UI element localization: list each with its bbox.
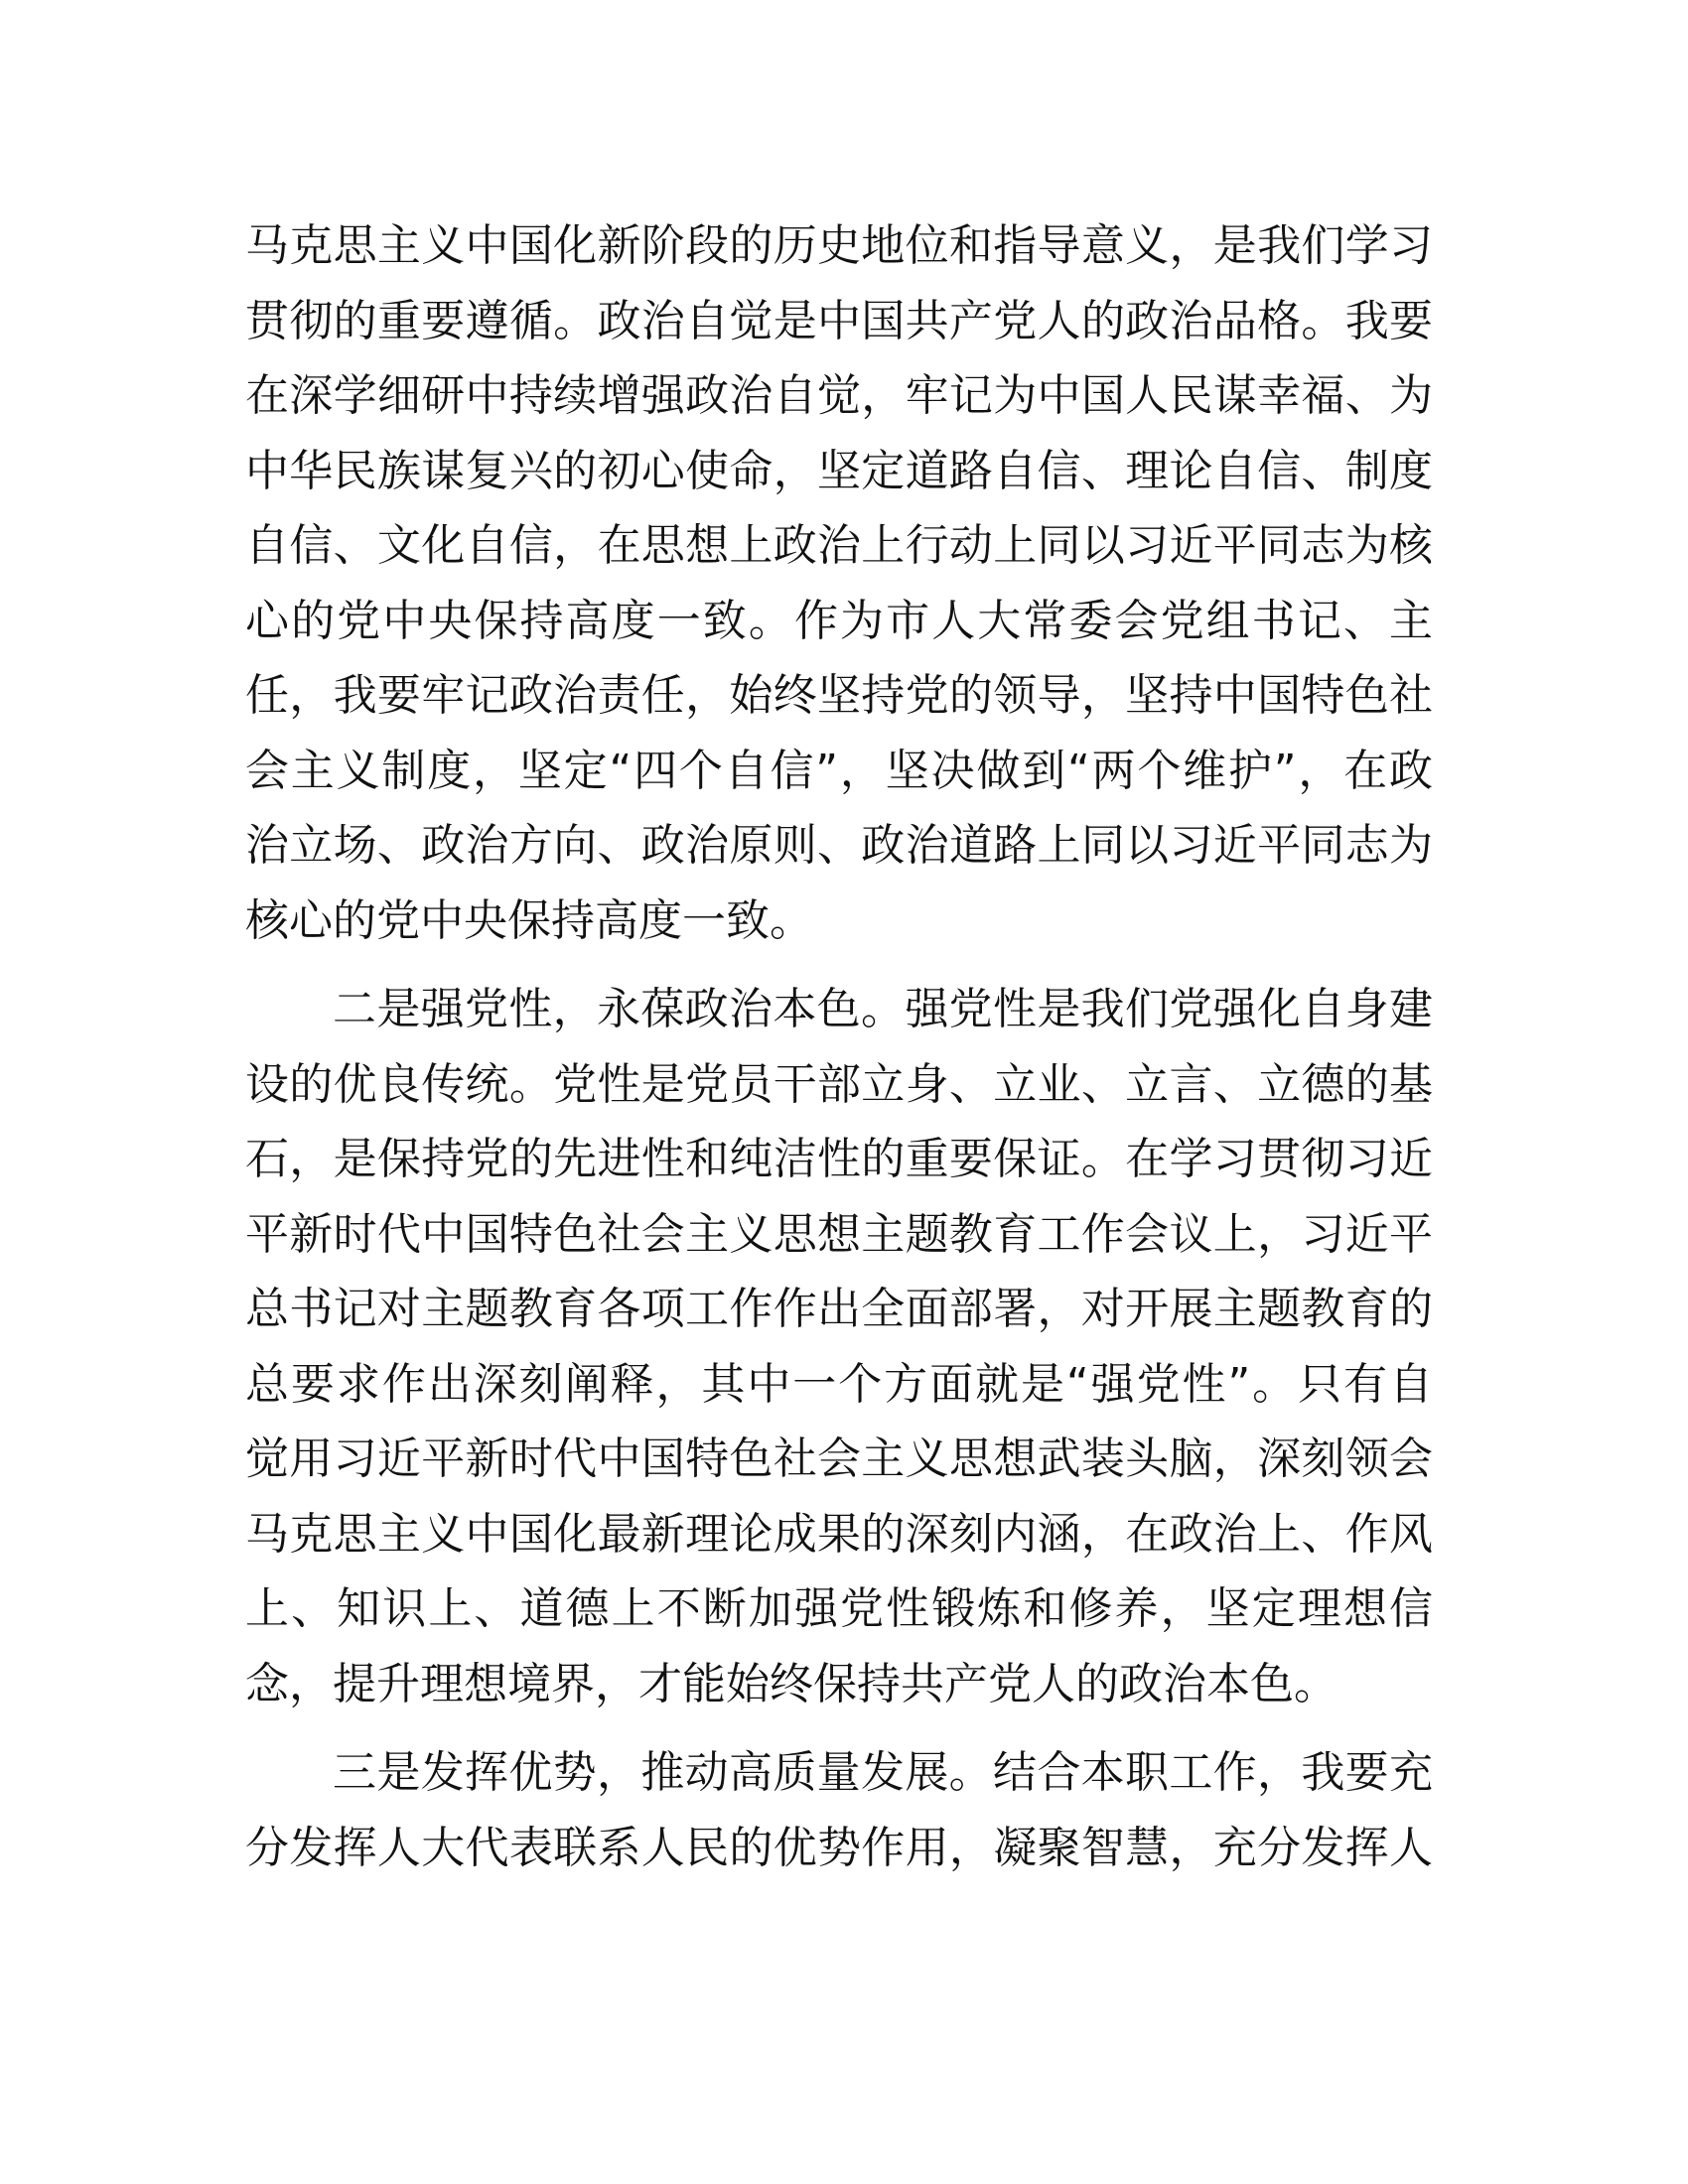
text-line: 觉用习近平新时代中国特色社会主义思想武装头脑，深刻领会 (245, 1433, 1433, 1484)
text-line: 总书记对主题教育各项工作作出全面部署，对开展主题教育的 (245, 1284, 1433, 1334)
text-line: 心的党中央保持高度一致。作为市人大常委会党组书记、主 (245, 595, 1433, 646)
text-line: 总要求作出深刻阐释，其中一个方面就是“强党性”。只有自 (245, 1358, 1433, 1410)
text-line: 任，我要牢记政治责任，始终坚持党的领导，坚持中国特色社 (245, 670, 1433, 721)
text-line: 马克思主义中国化新阶段的历史地位和指导意义，是我们学习 (245, 220, 1433, 271)
document-body (245, 208, 1433, 1885)
text-line: 自信、文化自信，在思想上政治上行动上同以习近平同志为核 (245, 520, 1433, 571)
text-line: 中华民族谋复兴的初心使命，坚定道路自信、理论自信、制度 (245, 445, 1433, 496)
text-line: 核心的党中央保持高度一致。 (245, 894, 813, 946)
text-line: 贯彻的重要遵循。政治自觉是中国共产党人的政治品格。我要 (245, 295, 1433, 346)
text-line: 治立场、政治方向、政治原则、政治道路上同以习近平同志为 (245, 820, 1433, 871)
text-line: 设的优良传统。党性是党员干部立身、立业、立言、立德的基 (245, 1058, 1433, 1110)
text-line: 马克思主义中国化最新理论成果的深刻内涵，在政治上、作风 (245, 1508, 1433, 1560)
text-line: 会主义制度，坚定“四个自信”，坚决做到“两个维护”，在政 (245, 745, 1433, 796)
text-line: 平新时代中国特色社会主义思想主题教育工作会议上，习近平 (245, 1208, 1433, 1260)
paragraph-political-awareness (245, 208, 1433, 958)
text-line: 在深学细研中持续增强政治自觉，牢记为中国人民谋幸福、为 (245, 370, 1433, 421)
text-line: 分发挥人大代表联系人民的优势作用，凝聚智慧，充分发挥人 (245, 1822, 1433, 1873)
text-line: 石，是保持党的先进性和纯洁性的重要保证。在学习贯彻习近 (245, 1134, 1433, 1184)
paragraph-high-quality-development (245, 1735, 1433, 1885)
text-line: 三是发挥优势，推动高质量发展。结合本职工作，我要充 (333, 1747, 1433, 1798)
paragraph-party-spirit (245, 972, 1433, 1721)
text-line: 二是强党性，永葆政治本色。强党性是我们党强化自身建 (333, 984, 1433, 1034)
text-line: 念，提升理想境界，才能始终保持共产党人的政治本色。 (245, 1658, 1337, 1709)
text-line: 上、知识上、道德上不断加强党性锻炼和修养，坚定理想信 (245, 1583, 1433, 1634)
